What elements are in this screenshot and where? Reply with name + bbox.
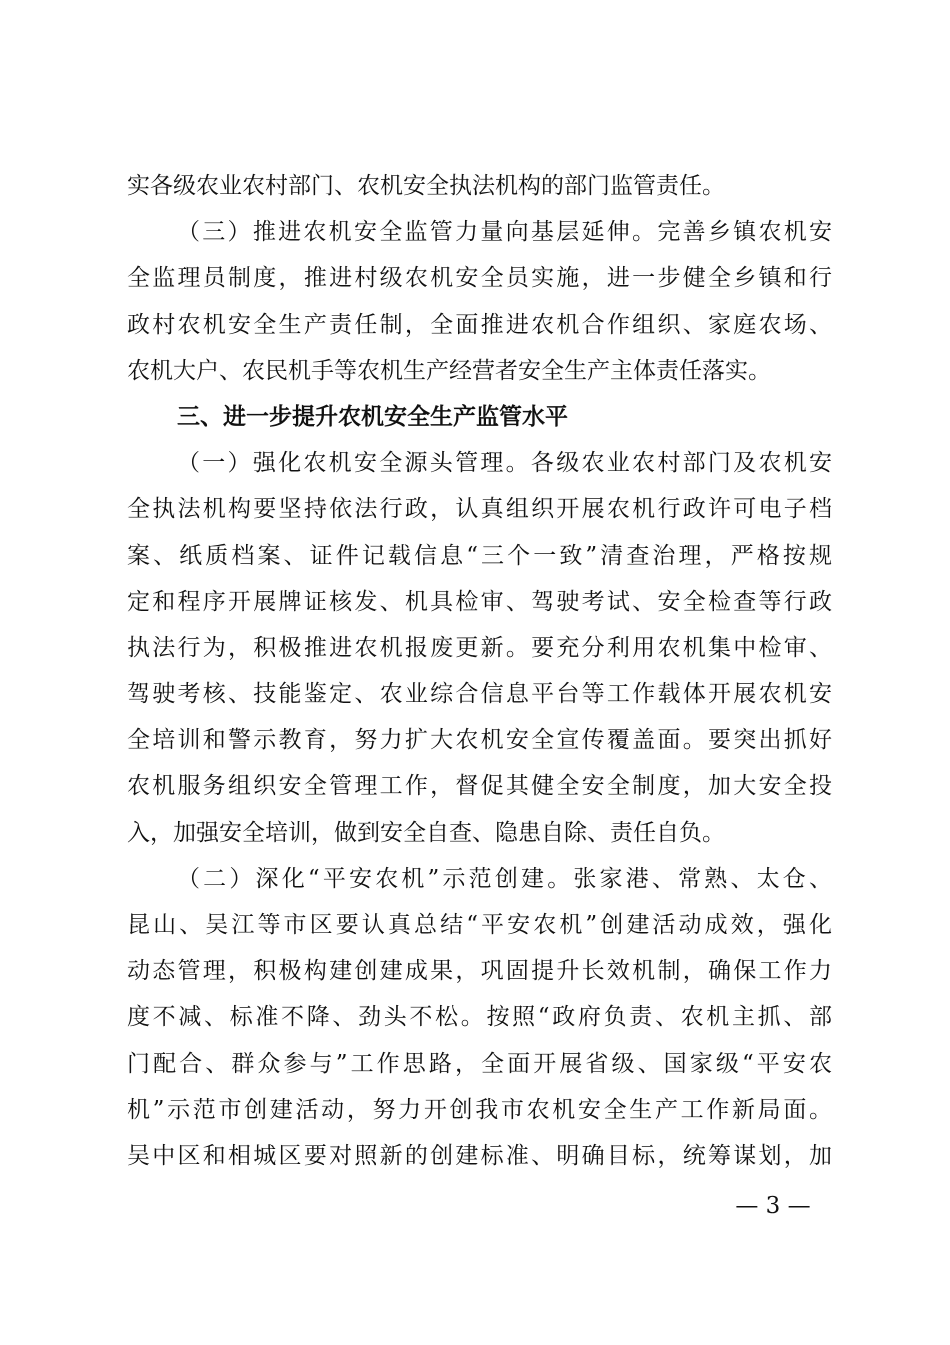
section-heading: 三、进一步提升农机安全生产监管水平 [177, 403, 568, 430]
text-line: 案、纸质档案、证件记载信息“三个一致”清查治理，严格按规 [127, 542, 832, 569]
text-line: 执法行为，积极推进农机报废更新。要充分利用农机集中检审、 [127, 634, 832, 661]
text-line: 农机服务组织安全管理工作，督促其健全安全制度，加大安全投 [127, 773, 832, 800]
text-line: 政村农机安全生产责任制，全面推进农机合作组织、家庭农场、 [127, 311, 832, 338]
text-line: 定和程序开展牌证核发、机具检审、驾驶考试、安全检查等行政 [127, 588, 832, 615]
body-text [127, 163, 832, 1179]
text-line: 驾驶考核、技能鉴定、农业综合信息平台等工作载体开展农机安 [127, 681, 832, 708]
text-line: （一）强化农机安全源头管理。各级农业农村部门及农机安 [177, 450, 832, 477]
text-line: 全监理员制度，推进村级农机安全员实施，进一步健全乡镇和行 [127, 265, 832, 292]
text-line: 农机大户、农民机手等农机生产经营者安全生产主体责任落实。 [127, 357, 771, 384]
text-line: （三）推进农机安全监管力量向基层延伸。完善乡镇农机安 [177, 219, 832, 246]
text-line: 度不减、标准不降、劲头不松。按照“政府负责、农机主抓、部 [127, 1004, 832, 1031]
text-line: 吴中区和相城区要对照新的创建标准、明确目标，统筹谋划，加 [127, 1142, 832, 1169]
text-line: 入，加强安全培训，做到安全自查、隐患自除、责任自负。 [127, 819, 725, 846]
page-number: — 3 — [735, 1193, 811, 1219]
text-line: 实各级农业农村部门、农机安全执法机构的部门监管责任。 [127, 173, 725, 199]
text-line: 昆山、吴江等市区要认真总结“平安农机”创建活动成效，强化 [127, 912, 832, 938]
text-line: 机”示范市创建活动，努力开创我市农机安全生产工作新局面。 [127, 1096, 832, 1123]
text-line: 动态管理，积极构建创建成果，巩固提升长效机制，确保工作力 [127, 958, 832, 985]
text-line: （二）深化“平安农机”示范创建。张家港、常熟、太仓、 [177, 865, 832, 892]
text-line: 全培训和警示教育，努力扩大农机安全宣传覆盖面。要突出抓好 [127, 727, 832, 754]
text-line: 全执法机构要坚持依法行政，认真组织开展农机行政许可电子档 [127, 496, 832, 523]
text-line: 门配合、群众参与”工作思路，全面开展省级、国家级“平安农 [127, 1050, 832, 1077]
